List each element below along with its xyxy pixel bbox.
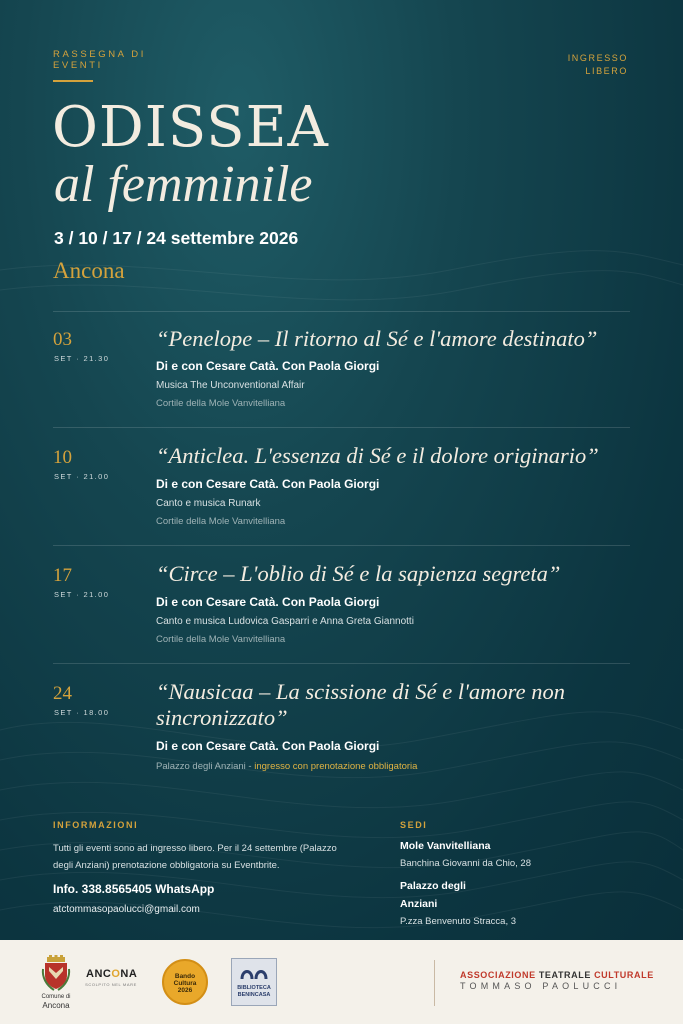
venues-heading: SEDI: [400, 820, 428, 830]
bando-cultura-label: [162, 973, 208, 994]
event-time: SET · 18.00: [54, 708, 110, 717]
biblioteca-line2: BENINCASA: [237, 992, 271, 998]
kicker-underline: [53, 80, 93, 82]
venue-name-line2: Anziani: [400, 898, 438, 910]
info-text: Tutti gli eventi sono ad ingresso libero. Per il 24 settembre (Palazzo degli Anziani) prenotazione obbligatoria su Eventbrite.: [53, 843, 337, 871]
event-cast: Di e con Cesare Catà. Con Paola Giorgi: [156, 477, 380, 491]
venue-address: P.zza Benvenuto Stracca, 3: [400, 916, 517, 927]
event-title: “Penelope – Il ritorno al Sé e l'amore destinato”: [156, 326, 598, 351]
bando-line3: 2026: [177, 987, 193, 994]
ancona-logo-start: ANC: [86, 968, 112, 980]
info-email[interactable]: atctommasopaolucci@gmail.com: [53, 904, 200, 915]
event-cast: Di e con Cesare Catà. Con Paola Giorgi: [156, 595, 380, 609]
event-dates: 3 / 10 / 17 / 24 settembre 2026: [54, 228, 299, 248]
comune-label-line1: Comune di: [41, 994, 71, 1000]
divider: [53, 427, 630, 428]
event-venue: [156, 761, 417, 773]
info-phone: Info. 338.8565405 WhatsApp: [53, 882, 215, 896]
event-venue-separator: -: [245, 761, 255, 772]
comune-label: [30, 994, 82, 1010]
event-city: Ancona: [53, 258, 125, 283]
event-venue: Cortile della Mole Vanvitelliana: [156, 516, 286, 527]
reservation-note: ingresso con prenotazione obbligatoria: [254, 761, 418, 772]
event-cast: Di e con Cesare Catà. Con Paola Giorgi: [156, 359, 380, 373]
event-day: 10: [53, 447, 72, 468]
ancona-logo: [86, 968, 137, 980]
bando-line1: Bando: [174, 973, 196, 980]
biblioteca-icon: [240, 963, 268, 981]
free-entry-label: [528, 52, 628, 78]
event-day: 17: [53, 565, 72, 586]
biblioteca-label: [231, 985, 277, 999]
divider: [53, 663, 630, 664]
divider: [53, 311, 630, 312]
venue-name: [400, 877, 466, 913]
series-kicker: RASSEGNA DI EVENTI: [53, 49, 147, 71]
event-time: SET · 21.30: [54, 354, 110, 363]
divider: [53, 545, 630, 546]
event-title: “Anticlea. L'essenza di Sé e il dolore originario”: [156, 443, 599, 468]
event-time: SET · 21.00: [54, 590, 110, 599]
info-heading: INFORMAZIONI: [53, 820, 139, 830]
event-venue-name: Palazzo degli Anziani: [156, 761, 246, 772]
association-name-part1: ASSOCIAZIONE: [460, 970, 536, 980]
event-venue: Cortile della Mole Vanvitelliana: [156, 634, 286, 645]
event-cast: Di e con Cesare Catà. Con Paola Giorgi: [156, 739, 380, 753]
comune-crest-icon: [40, 955, 72, 995]
event-time: SET · 21.00: [54, 472, 110, 481]
association-subtitle: TOMMASO PAOLUCCI: [460, 981, 622, 991]
venue-address: Banchina Giovanni da Chio, 28: [400, 858, 531, 869]
event-title: “Circe – L'oblio di Sé e la sapienza segreta”: [156, 561, 561, 586]
event-day: 03: [53, 329, 72, 350]
ancona-logo-tagline: SCOLPITO NEL MARE: [85, 982, 137, 987]
venue-name-line1: Palazzo degli: [400, 880, 466, 892]
free-entry-line2: LIBERO: [585, 66, 628, 76]
association-name-part3: CULTURALE: [594, 970, 654, 980]
bando-line2: Cultura: [173, 980, 197, 987]
event-title: “Nausicaa – La scissione di Sé e l'amore non sincronizzato”: [156, 679, 565, 730]
association-name-part2: TEATRALE: [538, 970, 591, 980]
event-day: 24: [53, 683, 72, 704]
venue-name: Mole Vanvitelliana: [400, 840, 491, 852]
page-title: ODISSEA: [52, 95, 329, 160]
event-music: Canto e musica Runark: [156, 498, 261, 509]
association-name: [460, 970, 654, 981]
biblioteca-line1: BIBLIOTECA: [237, 985, 271, 991]
event-venue: Cortile della Mole Vanvitelliana: [156, 398, 286, 409]
free-entry-line1: INGRESSO: [567, 53, 628, 63]
comune-label-line2: Ancona: [42, 1001, 70, 1010]
footer-divider: [434, 960, 435, 1006]
page-subtitle: al femminile: [54, 156, 313, 213]
event-music: Musica The Unconventional Affair: [156, 380, 305, 391]
ancona-logo-o: O: [111, 968, 121, 980]
event-music: Canto e musica Ludovica Gasparri e Anna Greta Giannotti: [156, 616, 414, 627]
ancona-logo-end: NA: [120, 968, 138, 980]
